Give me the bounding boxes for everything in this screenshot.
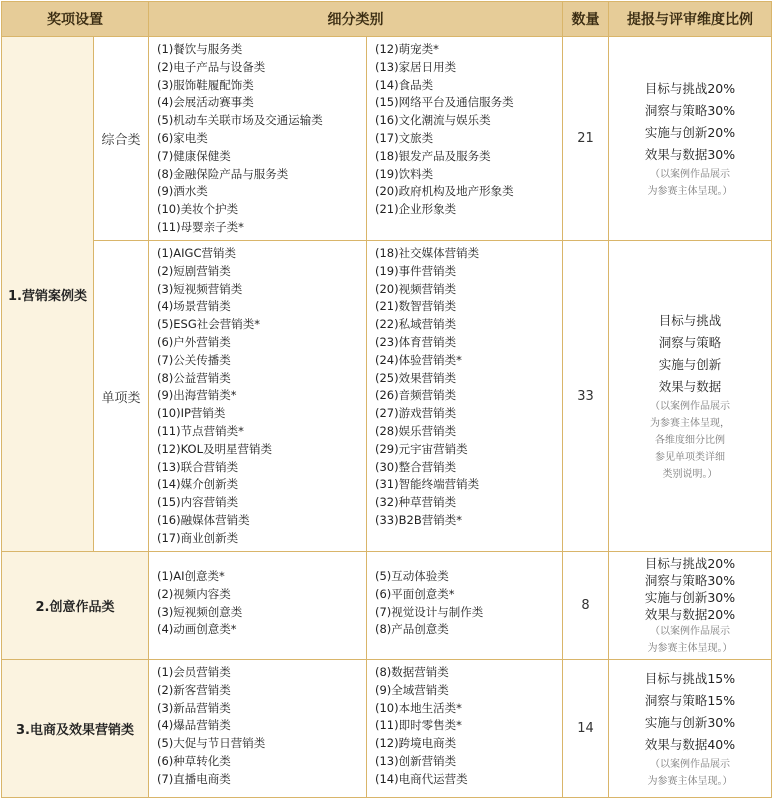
list-item: (21)数智营销类: [375, 299, 457, 314]
ratio-line: 目标与挑战: [658, 312, 722, 328]
list-item: (16)融媒体营销类: [157, 512, 250, 527]
section-name: 1.营销案例类: [2, 37, 94, 552]
note-line: 参见单项类详细: [655, 451, 725, 463]
table-row: [2, 241, 772, 552]
note-line: 为参赛主体呈现。）: [647, 642, 733, 654]
list-item: (13)家居日用类: [375, 59, 457, 74]
ratio-line: 实施与创新20%: [644, 124, 736, 140]
list-item: (20)政府机构及地产形象类: [375, 184, 514, 199]
list-item: (31)智能终端营销类: [375, 477, 480, 492]
note-line: （以案例作品展示: [650, 625, 730, 637]
list-item: (20)视频营销类: [375, 281, 457, 296]
ratio-cell: [609, 37, 772, 241]
list-item: (11)节点营销类*: [157, 423, 244, 438]
list-item: (2)新客营销类: [157, 682, 231, 697]
table-row: [2, 660, 772, 798]
list-item: (10)美妆个护类: [157, 202, 239, 217]
list-item: (5)ESG社会营销类*: [157, 317, 261, 332]
list-item: (24)体验营销类*: [375, 352, 462, 367]
list-item: (12)萌宠类*: [375, 42, 439, 56]
list-item: (10)IP营销类: [157, 406, 226, 421]
list-item: (32)种草营销类: [375, 495, 457, 510]
ratio-line: 实施与创新30%: [644, 589, 736, 605]
list-item: (16)文化潮流与娱乐类: [375, 113, 491, 128]
list-item: (2)视频内容类: [157, 586, 231, 601]
list-item: (5)机动车关联市场及交通运输类: [157, 113, 323, 128]
list-item: (25)效果营销类: [375, 370, 457, 385]
section-name: 2.创意作品类: [2, 552, 149, 660]
count-cell: 21: [563, 37, 609, 241]
list-item: (4)会展活动赛事类: [157, 95, 254, 110]
list-item: (7)公关传播类: [157, 352, 231, 367]
list-item: (12)跨境电商类: [375, 736, 457, 751]
note-line: （以案例作品展示: [650, 758, 730, 770]
list-item: (2)电子产品与设备类: [157, 59, 266, 74]
items-col: [367, 241, 563, 552]
note-line: （以案例作品展示: [650, 400, 730, 412]
ratio-line: 实施与创新30%: [644, 714, 736, 730]
note-line: 各维度细分比例: [655, 434, 725, 446]
ratio-line: 目标与挑战15%: [644, 670, 736, 686]
note-line: 类别说明。）: [662, 468, 718, 480]
list-item: (3)短视频创意类: [157, 604, 243, 619]
ratio-cell: [609, 241, 772, 552]
header-award-setting: 奖项设置: [2, 2, 149, 37]
list-item: (4)场景营销类: [157, 299, 231, 314]
list-item: (5)互动体验类: [375, 569, 449, 583]
list-item: (9)出海营销类*: [157, 388, 237, 403]
ratio-line: 实施与创新: [658, 356, 722, 372]
list-item: (1)会员营销类: [157, 665, 231, 679]
list-item: (21)企业形象类: [375, 202, 457, 217]
list-item: (7)直播电商类: [157, 771, 231, 786]
awards-table: [1, 1, 772, 798]
header-count: 数量: [563, 2, 609, 37]
list-item: (13)创新营销类: [375, 753, 457, 768]
list-item: (30)整合营销类: [375, 459, 457, 474]
ratio-line: 效果与数据: [658, 378, 722, 394]
list-item: (1)餐饮与服务类: [157, 42, 243, 56]
list-item: (33)B2B营销类*: [375, 512, 462, 527]
list-item: (3)服饰鞋履配饰类: [157, 77, 254, 92]
ratio-cell: [609, 660, 772, 798]
count-cell: 33: [563, 241, 609, 552]
sub-name: 综合类: [94, 37, 149, 241]
list-item: (6)家电类: [157, 130, 208, 145]
list-item: (28)娱乐营销类: [375, 423, 457, 438]
items-col: [367, 37, 563, 241]
list-item: (3)短视频营销类: [157, 281, 243, 296]
ratio-line: 洞察与策略: [658, 334, 722, 350]
list-item: (7)健康保健类: [157, 148, 231, 163]
list-item: (9)全域营销类: [375, 682, 449, 697]
list-item: (29)元宇宙营销类: [375, 441, 468, 456]
note-line: 为参赛主体呈现，: [650, 417, 730, 429]
list-item: (11)母婴亲子类*: [157, 219, 244, 234]
list-item: (3)新品营销类: [157, 700, 231, 715]
header-row: [2, 2, 772, 37]
sub-name: 单项类: [94, 241, 149, 552]
header-subcategory: 细分类别: [149, 2, 563, 37]
table-row: [2, 37, 772, 241]
count-cell: 8: [563, 552, 609, 660]
list-item: (10)本地生活类*: [375, 700, 462, 715]
note-line: 为参赛主体呈现。）: [647, 775, 733, 787]
list-item: (11)即时零售类*: [375, 718, 462, 733]
list-item: (15)网络平台及通信服务类: [375, 95, 514, 110]
list-item: (14)媒介创新类: [157, 477, 239, 492]
list-item: (9)酒水类: [157, 184, 208, 199]
list-item: (14)食品类: [375, 77, 434, 92]
list-item: (23)体育营销类: [375, 334, 457, 349]
list-item: (6)平面创意类*: [375, 586, 455, 601]
ratio-line: 目标与挑战20%: [644, 555, 736, 571]
header-ratio: 提报与评审维度比例: [609, 2, 772, 37]
list-item: (13)联合营销类: [157, 459, 239, 474]
list-item: (15)内容营销类: [157, 495, 239, 510]
list-item: (14)电商代运营类: [375, 771, 468, 786]
ratio-line: 目标与挑战20%: [644, 80, 736, 96]
list-item: (8)产品创意类: [375, 622, 449, 637]
list-item: (8)数据营销类: [375, 665, 449, 679]
list-item: (18)社交媒体营销类: [375, 246, 480, 260]
items-col: [367, 660, 563, 798]
list-item: (2)短剧营销类: [157, 263, 231, 278]
list-item: (18)银发产品及服务类: [375, 148, 491, 163]
items-col: [367, 552, 563, 660]
list-item: (19)饮料类: [375, 166, 434, 181]
ratio-line: 效果与数据20%: [644, 606, 736, 622]
items-col: [149, 37, 367, 241]
ratio-line: 效果与数据40%: [644, 736, 736, 752]
ratio-line: 效果与数据30%: [644, 146, 736, 162]
table-row: [2, 552, 772, 660]
list-item: (12)KOL及明星营销类: [157, 441, 272, 456]
list-item: (4)动画创意类*: [157, 622, 237, 637]
items-col: [149, 241, 367, 552]
note-line: 为参赛主体呈现。）: [647, 185, 733, 197]
list-item: (1)AIGC营销类: [157, 246, 236, 260]
count-cell: 14: [563, 660, 609, 798]
list-item: (8)金融保险产品与服务类: [157, 166, 289, 181]
list-item: (8)公益营销类: [157, 370, 231, 385]
list-item: (4)爆品营销类: [157, 718, 231, 733]
list-item: (6)户外营销类: [157, 334, 231, 349]
items-col: [149, 660, 367, 798]
list-item: (1)AI创意类*: [157, 569, 225, 583]
ratio-line: 洞察与策略15%: [644, 692, 736, 708]
list-item: (19)事件营销类: [375, 263, 457, 278]
section-name: 3.电商及效果营销类: [2, 660, 149, 798]
ratio-line: 洞察与策略30%: [644, 102, 736, 118]
list-item: (22)私域营销类: [375, 317, 457, 332]
note-line: （以案例作品展示: [650, 168, 730, 180]
items-col: [149, 552, 367, 660]
list-item: (17)文旅类: [375, 130, 434, 145]
ratio-cell: [609, 552, 772, 660]
ratio-line: 洞察与策略30%: [644, 572, 736, 588]
list-item: (6)种草转化类: [157, 753, 231, 768]
list-item: (5)大促与节日营销类: [157, 736, 266, 751]
list-item: (17)商业创新类: [157, 530, 239, 545]
list-item: (27)游戏营销类: [375, 406, 457, 421]
list-item: (26)音频营销类: [375, 388, 457, 403]
list-item: (7)视觉设计与制作类: [375, 604, 484, 619]
